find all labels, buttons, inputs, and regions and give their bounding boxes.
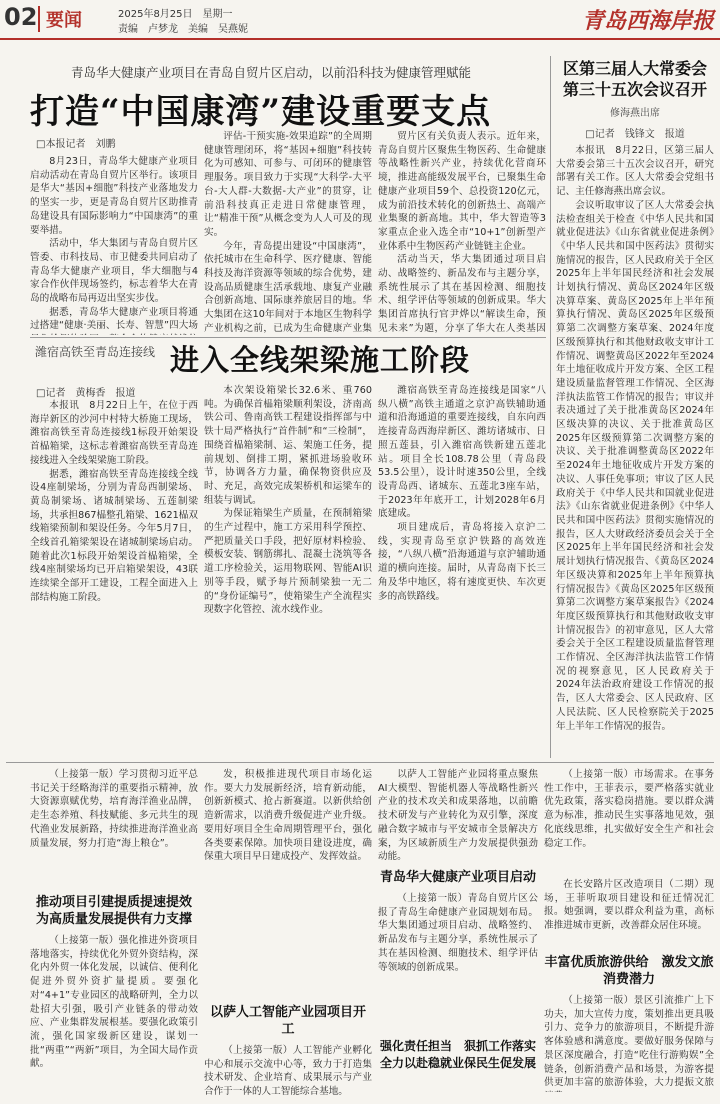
bottom-column-4 [544,768,714,1090]
paragraph: （上接第一版）学习贯彻习近平总书记关于经略海洋的重要指示精神，放大资源禀赋优势，培育海洋渔业品牌，走生态养殖、科技赋能、多元共生的现代渔业发展新路，持续推进海洋渔业高质量发展，努力打造“海上粮仓”。 [30,769,198,849]
paragraph: 活动当天，华大集团通过项目启动、战略签约、新品发布与主题分享，系统性展示了其在基因检测、细胞技术、组学评估等领域的创新成果。华大集团首席执行官尹烨以“解读生命，预见未来”为题，分享了华大在人类基因 [378,254,546,334]
paragraph: 8月23日，青岛华大健康产业项目启动活动在青岛自贸片区举行。该项目是华大“基因+细胞”科技产业落地发力的坚实一步，更是青岛自贸片区助推青岛建设具有国际影响力“中国康湾”的重要举措。 [30,156,198,236]
bottom-headline-4: 强化责任担当 狠抓工作落实 全力以赴稳就业保民生促发展 [379,1039,549,1070]
article1-kicker: 青岛华大健康产业项目在青岛自贸片区启动，以前沿科技为健康管理赋能 [70,65,471,80]
paragraph: 本次架设箱梁长32.6米、重760吨。为确保首榀箱梁顺利架设，济南高铁公司、鲁南高铁工程建设指挥部与中铁十局严格执行“首件制”和“三检制”，围绕首榀箱梁制、运、架施工任务，提前规划、倒排工期，紧抓进场验收环节，协调各方力量，确保物资供应及时、充足，高效完成架桥机和运梁车的组装与调试。 [204,385,372,506]
masthead [0,0,720,40]
issue-date: 2025年8月25日 星期一 [118,9,233,20]
page-number: 02 [4,3,38,31]
bottom-column-1 [30,768,206,1090]
bottom-column-2 [204,768,372,1098]
paragraph: 本报讯 8月22日，区第三届人大常委会第三十五次会议召开，研究部署有关工作。区人大常委会党组书记、主任修海燕出席会议。 [556,145,714,198]
newspaper-logo: 青岛西海岸报 [581,8,714,34]
article1-byline: □本报记者 刘鹏 [36,139,116,150]
paragraph: （上接第一版）人工智能产业孵化中心和展示交流中心等，致力于打造集技术研发、企业培育、成果展示与产业合作于一体的人工智能综合基地。 [204,1045,372,1098]
paragraph: 项目建成后，青岛将接入京沪二线，实现青岛至京沪铁路的高效连接，“八纵八横”沿海通道与京沪辅助通道的横向连接。届时，从青岛南下长三角及华中地区，将有速度更快、车次更多的高铁路线。 [378,522,546,602]
article2-byline: □记者 黄梅香 报道 [36,388,136,399]
section-name: 要闻 [38,6,82,32]
paragraph: 本报讯 8月22日上午，在位于西海岸新区的沙河中村特大桥施工现场，潍宿高铁至青岛连接线1标段开始架设首榀箱梁，这标志着潍宿高铁至青岛连接线进入全线架梁施工阶段。 [30,400,198,466]
article2-column-2 [204,384,372,755]
paragraph: 潍宿高铁至青岛连接线是国家“八纵八横”高铁主通道之京沪高铁辅助通道和沿海通道的重要连接线，自东向西连接青岛西海岸新区、潍坊诸城市、日照五莲县，引入潍宿高铁新建五莲北站。项目全长108.78公里（青岛段53.5公里），设计时速350公里，全线设青岛西、诸城东、五莲北3座车站，于2023年年底开工，计划2028年6月底建成。 [378,385,546,520]
paragraph: 据悉，潍宿高铁至青岛连接线全线设4座制梁场，分别为青岛西制梁场、黄岛制梁场、诸城制梁场、五莲制梁场，共承担867榀整孔箱梁、1621榀双线箱梁预制和架设任务。今年5月7日，全线首孔箱梁架设在诸城制梁场启动。随着此次1标段开始架设首榀箱梁，全线4座制梁场均已开启箱梁架设，43联连续梁全部开工建设，工程全面进入上部结构施工阶段。 [30,468,198,603]
bottom-headline-2: 以萨人工智能产业园项目开工 [209,1005,366,1037]
bottom-column-3 [378,768,549,1090]
article2-kicker: 潍宿高铁至青岛连接线 [34,345,155,359]
article1-column-3 [378,130,546,335]
column-divider [550,56,551,758]
editor-line: 责编 卢梦龙 美编 吴燕妮 [118,24,248,35]
bottom-headline-3: 青岛华大健康产业项目启动 [379,870,536,885]
paragraph: （上接第一版）强化推进外资项目落地落实，持续优化外贸外资结构，深化内外贸一体化发展，以诚信、便利化促进外贸外资扩量提质。要强化对“4+1”专业园区的战略研判，全力以赴招大引强，吸引产业链条的带动效应、产业集群发展根基。要强化政策引流，强化国家级新区建设，谋划一批“两重”“两新”项目，为全国大局作贡献。 [30,935,198,1070]
paragraph: 贸片区有关负责人表示。近年来，青岛自贸片区聚焦生物医药、生命健康等战略性新兴产业，持续优化营商环境，推进高能级发展平台，已聚集生命健康产业项目59个、总投资120亿元，成为前沿技术转化的创新热土、高端产业集聚的新高地。其中，华大智造等3家重点企业入选全市“10+1”创新型产业体系中生物医药产业链链主企业。 [378,131,546,252]
paragraph: 活动中，华大集团与青岛自贸片区管委、市科技局、市卫健委共同启动了青岛华大健康产业项目，华大细胞与4家合作伙伴现场签约，标志着华大在青岛的战略布局再迈出坚实步伐。 [30,238,198,305]
article2-title: 进入全线架梁施工阶段 [170,343,471,377]
paragraph: （上接第一版）青岛自贸片区公报了青岛生命健康产业园规划布局。华大集团通过项目启动、战略签约、新品发布与主题分享，系统性展示了其在基因检测、细胞技术、组学评估等领域的创新成果。 [378,893,538,973]
bottom-divider [6,762,714,763]
right-article-subtitle: 修海燕出席 [610,108,660,119]
paragraph: （上接第一版）景区引流推广上下功夫，加大宣传力度，策划推出更具吸引力、竞争力的旅游项目，不断提升游客体验感和满意度。要做好服务保障与景区深度融合，打造“吃住行游购娱”全链条，创新消费产品和场景，为游客提供更加丰富的旅游体验，大力提振文旅 [544,995,714,1089]
bottom-headline-5: 丰富优质旅游供给 激发文旅消费潜力 [544,955,714,987]
right-article-title: 区第三届人大常委会第三十五次会议召开 [562,59,707,99]
paragraph: 为保证箱梁生产质量，在预制箱梁的生产过程中，施工方采用科学预控、严把质量关口手段，把好原材料检验、模板安装、钢筋绑扎、混凝土浇筑等各道工序检验关，运用物联网、智能AI识别等手段，赋予每片预制梁独一无二的“身份证编号”，使箱梁生产全流程实现数字化管控、流水线作业。 [204,508,372,616]
paragraph: 以萨人工智能产业园将重点聚焦AI大模型、智能机器人等战略性新兴产业的技术攻关和成果落地，以前瞻技术研发与产业转化为双引擎，深度融合数字城市与平安城市全景解决方案，为区域新质生产力发展提供强劲动能。 [378,769,538,863]
paragraph: 今年，青岛提出建设“中国康湾”，依托城市在生命科学、医疗健康、智能科技及海洋资源等领域的综合优势，建设高品质健康生活承载地、康复产业融合创新高地、国际康养旅居目的地。华大集团在这10年间对于本地区生物科学产业机构之前，已成为生命健康产业集 [204,240,372,334]
bottom-headline-1: 推动项目引建提质提速提效 为高质量发展提供有力支撑 [35,895,206,927]
paragraph: 据悉，青岛华大健康产业项目将通过搭建“健康·美丽、长寿、智慧”四大场 [30,306,198,332]
paragraph: 会议听取审议了区人大常委会执法检查组关于检查《中华人民共和国就业促进法》《山东省就业促进条例》《中华人民共和国中医药法》贯彻实施情况的报告，区人民政府关于全区2025年上半年国民经济和社会发展计划执行情况、黄岛区2024年区级决算草案、黄岛区2025年上半年预算执行情况、黄岛区2025年区级预算第二次调整方案草案、2024年度区级预算执行和其他财政收支审计工作情况、调整黄岛区2022年至2024年土地征收成片开发方案、全区工程建设质量监督管理工作情况、全区海洋执法监管工作情况的报告；审议并表决通过了关于批准黄岛区2024年区级决算的决议、关于批准黄岛区2025年区级预算第二次调整方案的决议、关于批准调整黄岛区2022年至2024年土地征收成片开发方案的决议、人事任免事项；审议了区人民政府关于《中华人民共和国就业促进法》《山东省就业促进条例》《中华人民共和国中医药法》贯彻实施情况的报告，区人大财政经济委员会关于全区2025年上半年国民经济和社会发展计划执行情况报告、《黄岛区2024年区级决算和2025年上半年预算执行情况报告》《黄岛区2025年区级预算第二次调整方案草案报告》《2024年度区级预算执行和其他财政收支审计情况报告》的初审意见，区人大常委会关于全区工程建设质量监督管理工作情况、全区海洋执法监管工作情况的视察意见，区人民政府关于2024年法治政府建设工作情况的报告，区人大常委会、区人民政府、区人民法院、区人民检察院关于2025年上半年工作情况的报告。 [556,199,714,732]
paragraph: 在长安路片区改造项目（二期）现场，王菲听取项目建设和征迁情况汇报。她强调，要以群众利益为重，高标准推进城市更新，改善群众居住环境。 [544,879,714,932]
article2-column-1 [30,399,198,755]
article2-column-3 [378,384,546,755]
right-article-byline: □记者 钱锋文 报道 [585,129,685,140]
paragraph: 发，积极推进现代项目市场化运作。要大力发展新经济，培育新动能，创新新模式、抢占新赛道。以新供给创造新需求，以消费升级促进产业升级。要用好项目全生命周期管理平台，强化各类要素保障。加快项目建设进度，确保重大项目早日建成投产、发挥效益。 [204,769,372,863]
article1-title: 打造“中国康湾”建设重要支点 [30,92,492,132]
article1-column-1 [30,155,198,335]
paragraph: （上接第一版）市场需求。在事务性工作中，王菲表示，要严格落实就业优先政策，落实稳岗措施。要以群众满意为标准，推动民生实事落地见效，强化底线思维，扎实做好安全生产和社会稳定工作。 [544,769,714,849]
paragraph: 评估-干预实施-效果追踪”的全周期健康管理闭环，将“基因+细胞”科技转化为可感知、可参与、可闭环的健康管理服务。项目致力于实现“大科学-大平台-大人群-大数据-大产业”的贯穿，让前沿科技真正走进日常健康管理，让“精准干预”从概念变为人人可及的现实。 [204,131,372,238]
right-column-article [556,58,714,758]
article1-column-2 [204,130,372,335]
right-article-body [556,144,714,764]
